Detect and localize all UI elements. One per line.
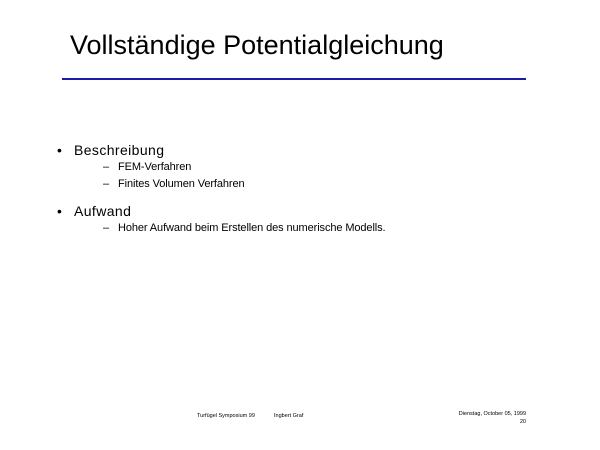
subitem-text: Hoher Aufwand beim Erstellen des numerische Modells. xyxy=(118,222,386,234)
bullet-label: Beschreibung xyxy=(74,142,165,158)
bullet-beschreibung xyxy=(57,141,164,159)
footer-event: Turfügel Symposium 99 xyxy=(197,413,255,419)
bullet-aufwand xyxy=(57,202,131,220)
slide-title: Vollständige Potentialgleichung xyxy=(70,30,444,60)
subitem-finites-volumen xyxy=(103,177,245,191)
subitem-fem-verfahren xyxy=(103,160,191,174)
footer-page-number: 20 xyxy=(519,419,526,425)
title-underline xyxy=(62,78,526,80)
bullet-marker: • xyxy=(57,203,63,219)
dash-marker: – xyxy=(103,161,110,173)
dash-marker: – xyxy=(103,222,110,234)
footer-date: Dienstag, October 05, 1999 xyxy=(458,411,526,417)
bullet-label: Aufwand xyxy=(74,203,132,219)
dash-marker: – xyxy=(103,178,110,190)
footer-author: Ingbert Graf xyxy=(274,413,304,419)
bullet-marker: • xyxy=(57,142,63,158)
subitem-hoher-aufwand xyxy=(103,221,386,235)
subitem-text: FEM-Verfahren xyxy=(118,161,192,173)
subitem-text: Finites Volumen Verfahren xyxy=(118,178,245,190)
